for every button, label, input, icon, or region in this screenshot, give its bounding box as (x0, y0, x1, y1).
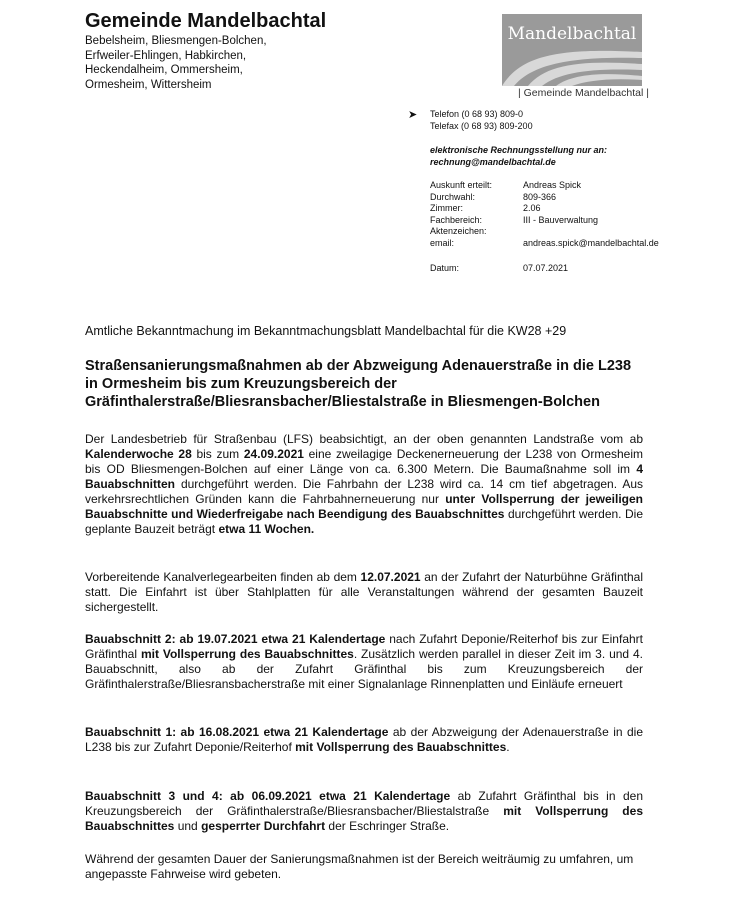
emphasis: unter Vollsperrung der jeweiligen Bauabschnitte und Wiederfreigabe nach Beendigung des Bauabschnittes (85, 492, 643, 521)
text: und (174, 819, 202, 833)
date-label: Datum: (430, 263, 460, 273)
text: bis zum (191, 447, 244, 461)
emphasis: mit Vollsperrung des Bauabschnittes (85, 804, 643, 833)
info-row (430, 203, 659, 215)
text: . (506, 740, 510, 754)
info-row (430, 238, 659, 250)
emphasis: mit Vollsperrung des Bauabschnittes (140, 647, 354, 661)
text: eine zweilagige Deckenerneuerung der L238 von Ormesheim bis OD Bliesmengen-Bolchen auf einer Länge von ca. 6.300 Metern. Die Baumaßnahme soll im (85, 447, 644, 476)
info-label: Fachbereich: (430, 214, 483, 225)
town-line: Ormesheim, Wittersheim (85, 78, 212, 91)
info-label: email: (430, 237, 455, 248)
headline: Straßensanierungsmaßnahmen ab der Abzweigung Adenauerstraße in die L238 in Ormesheim bis zum Kreuzungsbereich der Gräfinthalerstraße/Bliesransbacher/Bliestalstraße in Bliesmengen-Bolchen (85, 358, 632, 410)
text: Vorbereitende Kanalverlegearbeiten finden ab dem (85, 570, 361, 584)
info-row (430, 215, 659, 227)
info-label: Durchwahl: (430, 191, 476, 202)
emphasis: mit Vollsperrung des Bauabschnittes (295, 740, 507, 754)
einvoice-note (430, 145, 607, 168)
emphasis: Bauabschnitt 3 und 4: ab 06.09.2021 etwa 21 Kalendertage (85, 789, 451, 803)
org-name: Gemeinde Mandelbachtal (85, 10, 327, 32)
text: durchgeführt werden. Die geplante Bauzeit beträgt (85, 507, 643, 536)
info-row (430, 180, 659, 192)
info-row (430, 226, 659, 238)
info-label: Zimmer: (430, 203, 463, 214)
municipality-logo (502, 14, 649, 102)
info-label: Aktenzeichen: (430, 226, 487, 237)
info-label: Auskunft erteilt: (430, 180, 493, 190)
logo-subtitle: | Gemeinde Mandelbachtal | (518, 87, 649, 99)
emphasis: etwa 11 Wochen. (218, 522, 315, 536)
logo-waves-icon (502, 14, 642, 86)
paragraph (85, 432, 643, 537)
town-line: Heckendalheim, Ommersheim, (85, 64, 243, 76)
paragraph: Während der gesamten Dauer der Sanierungsmaßnahmen ist der Bereich weiträumig zu umfahren, um angepasste Fahrweise wird gebeten. (85, 852, 634, 881)
info-value: Andreas Spick (523, 180, 582, 190)
org-towns (85, 34, 345, 92)
info-value: III - Bauverwaltung (523, 214, 599, 225)
date-value: 07.07.2021 (523, 263, 569, 273)
einvoice-email: rechnung@mandelbachtal.de (430, 156, 556, 167)
paragraph (85, 789, 643, 834)
logo-title: Mandelbachtal (507, 24, 637, 44)
text: an der Zufahrt der Naturbühne Gräfinthal statt. Die Einfahrt ist über Stahlplatten für alle Veranstaltungen während der gesamten Bauzeit sichergestellt. (85, 570, 643, 614)
text: Der Landesbetrieb für Straßenbau (LFS) beabsichtigt, an der oben genannten Landstraße vom ab (85, 432, 643, 446)
emphasis: gesperrter Durchfahrt (201, 819, 326, 833)
info-value: 809-366 (523, 191, 557, 202)
text: . Zusätzlich werden parallel in dieser Zeit im 3. und 4. Bauabschnitt, also ab der Zufahrt Gräfinthal bis zum Kreuzungsbereich der Gräfinthalerstraße/Bliesransbacherstraße mit einer Signalanlage Rinnenplatten und Einläufe erneuert (85, 647, 644, 691)
contact-block (430, 109, 533, 132)
info-table (430, 180, 659, 250)
paragraph (85, 725, 643, 755)
text: nach Zufahrt Deponie/Reiterhof bis zur Einfahrt Gräfinthal (85, 632, 643, 661)
info-value: 2.06 (523, 203, 541, 214)
info-value: andreas.spick@mandelbachtal.de (523, 237, 659, 248)
date-row (430, 263, 568, 275)
emphasis: Bauabschnitt 2: ab 19.07.2021 etwa 21 Kalendertage (85, 632, 386, 646)
paragraph (85, 570, 643, 615)
town-line: Erfweiler-Ehlingen, Habkirchen, (85, 49, 247, 62)
emphasis: Bauabschnitt 1: ab 16.08.2021 etwa 21 Kalendertage (85, 725, 389, 739)
phone-arrow-icon: ➤ (408, 109, 418, 121)
emphasis: 24.09.2021 (243, 447, 304, 461)
info-row (430, 192, 659, 204)
emphasis: Kalenderwoche 28 (85, 447, 192, 461)
town-line: Bebelsheim, Bliesmengen-Bolchen, (85, 35, 267, 47)
text: ab der Abzweigung der Adenauerstraße in die L238 bis zur Zufahrt Deponie/Reiterhof (85, 725, 644, 754)
logo-emblem (502, 14, 642, 86)
text: der Eschringer Straße. (325, 819, 450, 833)
emphasis: 4 Bauabschnitten (85, 462, 643, 491)
emphasis: 12.07.2021 (360, 570, 421, 584)
paragraph (85, 632, 643, 692)
fax-number: Telefax (0 68 93) 809-200 (430, 120, 533, 131)
text: durchgeführt werden. Die Fahrbahn der L238 wird ca. 14 cm tief abgetragen. Aus verkehrsrechtlichen Gründen kann die Fahrbahnerneuerung nur (85, 477, 643, 506)
text: ab Zufahrt Gräfinthal bis in den Kreuzungsbereich der Gräfinthalerstraße/Bliesransbacher/Bliestalstraße (85, 789, 643, 818)
phone-number: Telefon (0 68 93) 809-0 (430, 109, 524, 119)
announcement-line: Amtliche Bekanntmachung im Bekanntmachungsblatt Mandelbachtal für die KW28 +29 (85, 324, 567, 338)
einvoice-label: elektronische Rechnungsstellung nur an: (430, 145, 608, 155)
